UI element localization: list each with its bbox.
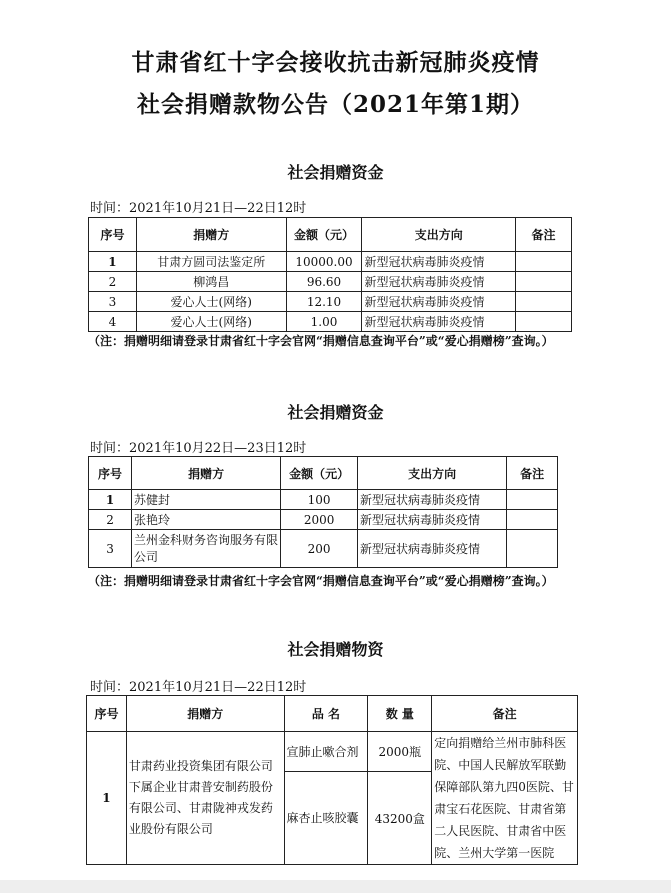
row-no: 2 xyxy=(89,510,132,530)
row-no: 3 xyxy=(89,530,132,568)
section1-time: 时间：2021年10月21日—22日12时 xyxy=(90,201,307,216)
table-row xyxy=(89,252,572,272)
section1-title: 社会捐赠资金 xyxy=(287,163,384,182)
row-use: 新型冠状病毒肺炎疫情 xyxy=(362,292,516,312)
col-header-no: 序号 xyxy=(89,457,132,490)
row-use: 新型冠状病毒肺炎疫情 xyxy=(362,312,516,332)
row-donor: 苏健封 xyxy=(132,490,281,510)
row-donor: 张艳玲 xyxy=(132,510,281,530)
row-item-2: 麻杏止咳胶囊 xyxy=(284,772,368,865)
row-amount: 2000 xyxy=(281,510,358,530)
row-donor: 爱心人士(网络) xyxy=(136,312,286,332)
row-remark xyxy=(516,292,572,312)
row-use: 新型冠状病毒肺炎疫情 xyxy=(362,272,516,292)
table-row xyxy=(89,292,572,312)
row-use: 新型冠状病毒肺炎疫情 xyxy=(357,530,506,568)
row-no: 2 xyxy=(89,272,137,292)
table-row xyxy=(89,530,558,568)
page-bottom-bar xyxy=(0,880,671,893)
row-remark xyxy=(516,312,572,332)
row-amount: 96.60 xyxy=(286,272,362,292)
row-remark xyxy=(516,252,572,272)
section3-table xyxy=(86,695,578,865)
col-header-no: 序号 xyxy=(89,218,137,252)
row-amount: 1.00 xyxy=(286,312,362,332)
table-row xyxy=(89,272,572,292)
col-header-item: 品 名 xyxy=(284,696,368,732)
row-amount: 100 xyxy=(281,490,358,510)
section2-table xyxy=(88,456,558,568)
row-amount: 12.10 xyxy=(286,292,362,312)
section1-note: （注：捐赠明细请登录甘肃省红十字会官网“捐赠信息查询平台”或“爱心捐赠榜”查询。） xyxy=(88,334,554,348)
row-amount: 10000.00 xyxy=(286,252,362,272)
row-no: 3 xyxy=(89,292,137,312)
section3-time: 时间：2021年10月21日—22日12时 xyxy=(90,680,307,695)
col-header-use: 支出方向 xyxy=(357,457,506,490)
table-row xyxy=(89,490,558,510)
section2-title: 社会捐赠资金 xyxy=(287,403,384,422)
col-header-donor: 捐赠方 xyxy=(132,457,281,490)
row-donor: 甘肃药业投资集团有限公司下属企业甘肃普安制药股份有限公司、甘肃陇神戎发药业股份有限公司 xyxy=(126,732,284,865)
col-header-donor: 捐赠方 xyxy=(136,218,286,252)
table-row xyxy=(89,510,558,530)
row-remark xyxy=(507,490,558,510)
row-remark: 定向捐赠给兰州市肺科医院、中国人民解放军联勤保障部队第九四0医院、甘肃宝石花医院、甘肃省第二人民医院、甘肃省中医院、兰州大学第一医院 xyxy=(432,732,578,865)
row-no: 1 xyxy=(87,732,127,865)
row-no: 1 xyxy=(89,252,137,272)
row-donor: 甘肃方圆司法鉴定所 xyxy=(136,252,286,272)
row-remark xyxy=(516,272,572,292)
section3-title: 社会捐赠物资 xyxy=(287,640,384,659)
page-title-line1: 甘肃省红十字会接收抗击新冠肺炎疫情 xyxy=(131,49,540,76)
col-header-qty: 数 量 xyxy=(368,696,432,732)
row-donor: 爱心人士(网络) xyxy=(136,292,286,312)
row-item-1: 宣肺止嗽合剂 xyxy=(284,732,368,772)
col-header-amount: 金额（元） xyxy=(286,218,362,252)
col-header-remark: 备注 xyxy=(507,457,558,490)
row-donor: 兰州金科财务咨询服务有限公司 xyxy=(132,530,281,568)
col-header-use: 支出方向 xyxy=(362,218,516,252)
row-use: 新型冠状病毒肺炎疫情 xyxy=(357,490,506,510)
row-amount: 200 xyxy=(281,530,358,568)
col-header-donor: 捐赠方 xyxy=(126,696,284,732)
col-header-remark: 备注 xyxy=(432,696,578,732)
table-row xyxy=(89,312,572,332)
row-use: 新型冠状病毒肺炎疫情 xyxy=(357,510,506,530)
page-title-line2: 社会捐赠款物公告（2021年第1期） xyxy=(136,91,535,118)
table-row xyxy=(87,732,578,772)
row-remark xyxy=(507,530,558,568)
col-header-no: 序号 xyxy=(87,696,127,732)
col-header-amount: 金额（元） xyxy=(281,457,358,490)
row-qty-2: 43200盒 xyxy=(368,772,432,865)
section2-time: 时间：2021年10月22日—23日12时 xyxy=(90,441,307,456)
section2-note: （注：捐赠明细请登录甘肃省红十字会官网“捐赠信息查询平台”或“爱心捐赠榜”查询。） xyxy=(88,574,554,588)
row-no: 4 xyxy=(89,312,137,332)
section1-table xyxy=(88,217,572,332)
row-donor: 柳鸿昌 xyxy=(136,272,286,292)
row-no: 1 xyxy=(89,490,132,510)
col-header-remark: 备注 xyxy=(516,218,572,252)
row-remark xyxy=(507,510,558,530)
row-qty-1: 2000瓶 xyxy=(368,732,432,772)
row-use: 新型冠状病毒肺炎疫情 xyxy=(362,252,516,272)
